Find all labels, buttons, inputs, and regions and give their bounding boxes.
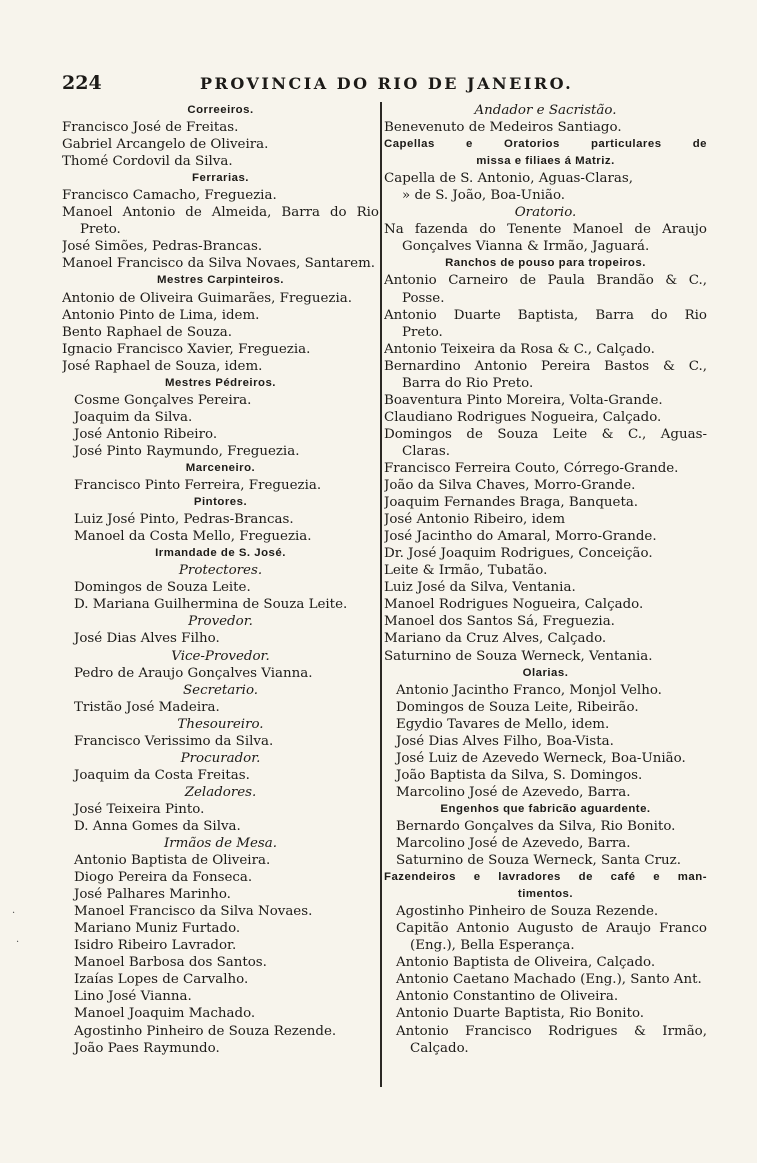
section-heading: Marceneiro. <box>185 461 256 474</box>
section-heading: Mestres Pédreiros. <box>165 376 276 389</box>
entry-line: Saturnino de Souza Werneck, Ventania. <box>384 648 653 664</box>
entry-line: Capitão Antonio Augusto de Araujo Franco <box>396 921 707 937</box>
entry-line: Manoel Antonio de Almeida, Barra do Rio <box>62 205 379 221</box>
section-heading: Irmandade de S. José. <box>155 547 286 560</box>
entry-line: Preto. <box>80 222 121 238</box>
entry-line: Luiz José da Silva, Ventania. <box>384 580 576 596</box>
page-number: 224 <box>62 72 102 94</box>
entry-line: Boaventura Pinto Moreira, Volta-Grande. <box>384 392 663 408</box>
entry-line: Francisco José de Freitas. <box>62 120 239 136</box>
section-heading: Pintores. <box>193 496 248 509</box>
entry-line: Francisco Ferreira Couto, Córrego-Grande. <box>384 460 679 476</box>
entry-line: Antonio Pinto de Lima, idem. <box>62 307 260 323</box>
entry-line: Calçado. <box>410 1040 469 1056</box>
entry-line: Lino José Vianna. <box>74 989 192 1005</box>
section-heading: Fazendeiros e lavradores de café e man- <box>384 871 707 884</box>
entry-line: Domingos de Souza Leite, Ribeirão. <box>396 699 639 715</box>
entry-line: João Paes Raymundo. <box>74 1040 220 1056</box>
entry-line: Mariano da Cruz Alves, Calçado. <box>384 631 607 647</box>
entry-line: Manoel dos Santos Sá, Freguezia. <box>384 614 615 630</box>
role-heading: Irmãos de Mesa. <box>163 836 278 852</box>
page-title: PROVINCIA DO RIO DE JANEIRO. <box>200 74 574 93</box>
entry-line: » de S. João, Boa-União. <box>402 188 566 204</box>
entry-line: Marcolino José de Azevedo, Barra. <box>396 836 631 852</box>
entry-line: Manoel Francisco da Silva Novaes, Santarem. <box>62 256 376 272</box>
entry-line: José Teixeira Pinto. <box>74 801 205 817</box>
entry-line: Antonio Teixeira da Rosa & C., Calçado. <box>384 341 655 357</box>
role-heading: Zeladores. <box>184 784 257 800</box>
role-heading: Secretario. <box>182 682 259 698</box>
role-heading: Procurador. <box>180 750 261 766</box>
section-heading: Capellas e Oratorios particulares de <box>384 138 707 151</box>
entry-line: Pedro de Araujo Gonçalves Vianna. <box>74 665 313 681</box>
entry-line: Dr. José Joaquim Rodrigues, Conceição. <box>384 546 653 562</box>
entry-line: Cosme Gonçalves Pereira. <box>74 392 252 408</box>
entry-line: José Jacintho do Amaral, Morro-Grande. <box>384 529 657 545</box>
role-heading: Vice-Provedor. <box>171 648 270 664</box>
entry-line: José Pinto Raymundo, Freguezia. <box>74 443 300 459</box>
entry-line: Joaquim da Costa Freitas. <box>74 767 250 783</box>
entry-line: Gabriel Arcangelo de Oliveira. <box>62 137 269 153</box>
entry-line: Capella de S. Antonio, Aguas-Claras, <box>384 171 633 187</box>
role-heading: Provedor. <box>188 614 253 630</box>
entry-line: Joaquim da Silva. <box>74 409 193 425</box>
entry-line: Agostinho Pinheiro de Souza Rezende. <box>396 904 659 920</box>
role-heading: Protectores. <box>178 563 263 579</box>
entry-line: Manoel da Costa Mello, Freguezia. <box>74 529 312 545</box>
entry-line: Francisco Verissimo da Silva. <box>74 733 274 749</box>
entry-line: Antonio Francisco Rodrigues & Irmão, <box>396 1023 707 1039</box>
entry-line: Manoel Francisco da Silva Novaes. <box>74 904 313 920</box>
entry-line: Posse. <box>402 290 445 306</box>
section-heading: Ranchos de pouso para tropeiros. <box>445 257 646 270</box>
entry-line: Manoel Joaquim Machado. <box>74 1006 256 1022</box>
entry-line: Antonio de Oliveira Guimarães, Freguezia. <box>62 290 352 306</box>
entry-line: Mariano Muniz Furtado. <box>74 921 241 937</box>
entry-line: Antonio Duarte Baptista, Barra do Rio <box>384 307 707 323</box>
entry-line: Antonio Jacintho Franco, Monjol Velho. <box>396 682 662 698</box>
entry-line: Manoel Barbosa dos Santos. <box>74 955 267 971</box>
entry-line: João Baptista da Silva, S. Domingos. <box>396 767 643 783</box>
role-heading: Thesoureiro. <box>177 716 264 732</box>
page-header <box>62 72 702 96</box>
role-heading: Oratorio. <box>514 205 577 221</box>
entry-line: Antonio Carneiro de Paula Brandão & C., <box>384 273 707 289</box>
entry-line: Agostinho Pinheiro de Souza Rezende. <box>74 1023 337 1039</box>
entry-line: Tristão José Madeira. <box>74 699 220 715</box>
entry-line: Manoel Rodrigues Nogueira, Calçado. <box>384 597 644 613</box>
entry-line: Francisco Camacho, Freguezia. <box>62 188 277 204</box>
entry-line: Antonio Duarte Baptista, Rio Bonito. <box>396 1006 645 1022</box>
margin-mark: · <box>16 937 20 948</box>
entry-line: Bento Raphael de Souza. <box>62 324 233 340</box>
entry-line: Ignacio Francisco Xavier, Freguezia. <box>62 341 311 357</box>
entry-line: (Eng.), Bella Esperança. <box>410 938 575 954</box>
entry-line: Domingos de Souza Leite. <box>74 580 251 596</box>
entry-line: Isidro Ribeiro Lavrador. <box>74 938 237 954</box>
section-heading: missa e filiaes á Matriz. <box>476 155 615 168</box>
entry-line: José Antonio Ribeiro, idem <box>384 512 566 528</box>
entry-line: Egydio Tavares de Mello, idem. <box>396 716 610 732</box>
entry-line: João da Silva Chaves, Morro-Grande. <box>384 478 636 494</box>
entry-line: Antonio Baptista de Oliveira, Calçado. <box>396 955 656 971</box>
section-heading: Correeiros. <box>187 104 254 116</box>
entry-line: José Dias Alves Filho, Boa-Vista. <box>396 733 614 749</box>
role-heading: Andador e Sacristão. <box>474 103 617 118</box>
entry-line: D. Mariana Guilhermina de Souza Leite. <box>74 597 348 613</box>
entry-line: Marcolino José de Azevedo, Barra. <box>396 784 631 800</box>
entry-line: José Dias Alves Filho. <box>74 631 220 647</box>
entry-line: Claudiano Rodrigues Nogueira, Calçado. <box>384 409 662 425</box>
section-heading: Ferrarias. <box>192 172 249 185</box>
section-heading: Engenhos que fabricão aguardente. <box>440 802 651 815</box>
margin-mark: · <box>12 908 16 919</box>
entry-line: Barra do Rio Preto. <box>402 375 534 391</box>
entry-line: Domingos de Souza Leite & C., Aguas- <box>384 426 707 442</box>
entry-line: Joaquim Fernandes Braga, Banqueta. <box>384 495 639 511</box>
entry-line: Leite & Irmão, Tubatão. <box>384 563 548 579</box>
entry-line: Bernardino Antonio Pereira Bastos & C., <box>384 358 707 374</box>
entry-line: Thomé Cordovil da Silva. <box>62 154 233 170</box>
entry-line: Preto. <box>402 324 443 340</box>
entry-line: Claras. <box>402 443 451 459</box>
entry-line: José Luiz de Azevedo Werneck, Boa-União. <box>396 750 686 766</box>
entry-line: José Antonio Ribeiro. <box>74 426 218 442</box>
entry-line: Luiz José Pinto, Pedras-Brancas. <box>74 512 294 528</box>
entry-line: Francisco Pinto Ferreira, Freguezia. <box>74 478 322 494</box>
right-column <box>384 102 707 1057</box>
entry-line: Antonio Caetano Machado (Eng.), Santo Ant. <box>396 972 702 988</box>
section-heading: timentos. <box>517 888 574 901</box>
entry-line: Izaías Lopes de Carvalho. <box>74 972 249 988</box>
entry-line: José Palhares Marinho. <box>74 887 231 903</box>
entry-line: Diogo Pereira da Fonseca. <box>74 870 253 886</box>
entry-line: Benevenuto de Medeiros Santiago. <box>384 120 622 136</box>
section-heading: Olarias. <box>522 666 569 679</box>
entry-line: Na fazenda do Tenente Manoel de Araujo <box>384 222 707 238</box>
entry-line: José Raphael de Souza, idem. <box>62 358 263 374</box>
entry-line: Saturnino de Souza Werneck, Santa Cruz. <box>396 853 681 869</box>
entry-line: Gonçalves Vianna & Irmão, Jaguará. <box>402 239 650 255</box>
column-divider <box>380 102 382 1087</box>
entry-line: Antonio Baptista de Oliveira. <box>74 853 271 869</box>
left-column <box>62 102 379 1057</box>
entry-line: Bernardo Gonçalves da Silva, Rio Bonito. <box>396 818 676 834</box>
entry-line: José Simões, Pedras-Brancas. <box>62 239 263 255</box>
section-heading: Mestres Carpinteiros. <box>157 274 284 287</box>
entry-line: D. Anna Gomes da Silva. <box>74 818 241 834</box>
entry-line: Antonio Constantino de Oliveira. <box>396 989 619 1005</box>
